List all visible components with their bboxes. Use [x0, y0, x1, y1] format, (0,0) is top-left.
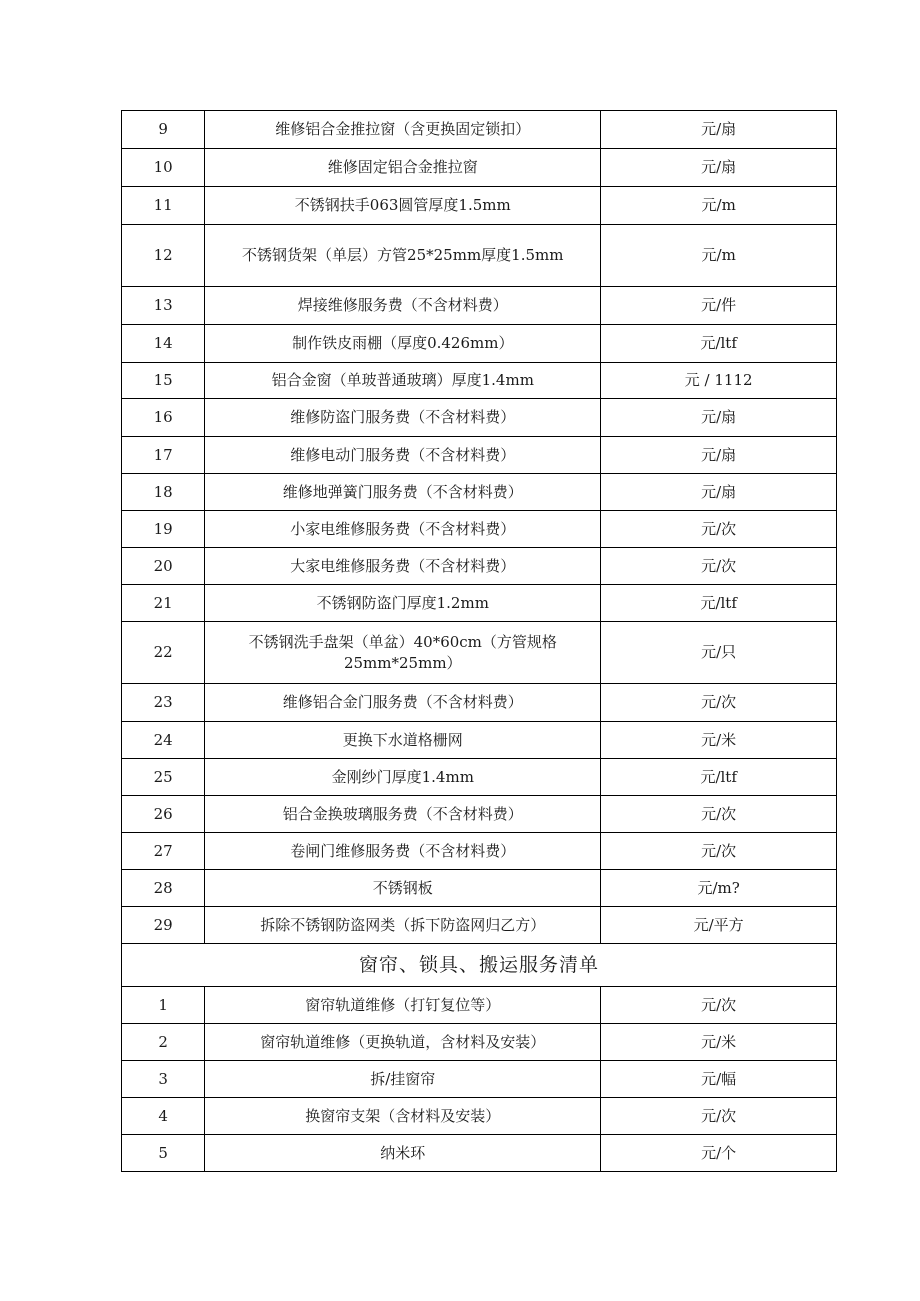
item-number: 1	[122, 987, 205, 1024]
item-unit: 元/扇	[601, 399, 837, 437]
table-row	[122, 907, 837, 944]
item-unit: 元/ltf	[601, 325, 837, 363]
item-unit: 元/ltf	[601, 585, 837, 622]
table-row	[122, 225, 837, 287]
item-unit: 元/次	[601, 548, 837, 585]
item-unit: 元/次	[601, 796, 837, 833]
item-number: 13	[122, 287, 205, 325]
table-row	[122, 1098, 837, 1135]
table-row	[122, 548, 837, 585]
item-name: 不锈钢防盗门厚度1.2mm	[205, 585, 601, 622]
table-row	[122, 1135, 837, 1172]
item-name: 焊接维修服务费（不含材料费）	[205, 287, 601, 325]
item-unit: 元/个	[601, 1135, 837, 1172]
item-number: 14	[122, 325, 205, 363]
item-unit: 元/件	[601, 287, 837, 325]
table-row	[122, 1061, 837, 1098]
section-title: 窗帘、锁具、搬运服务清单	[122, 944, 837, 987]
item-number: 3	[122, 1061, 205, 1098]
item-name: 铝合金窗（单玻普通玻璃）厚度1.4mm	[205, 363, 601, 399]
section-row	[122, 944, 837, 987]
item-unit: 元/m	[601, 225, 837, 287]
table-row	[122, 187, 837, 225]
item-unit: 元/平方	[601, 907, 837, 944]
table-row	[122, 437, 837, 474]
item-name-line: 不锈钢洗手盘架（单盆）40*60cm（方管规格	[248, 632, 557, 651]
item-number: 15	[122, 363, 205, 399]
item-unit: 元/米	[601, 1024, 837, 1061]
item-number: 26	[122, 796, 205, 833]
item-unit: 元 / 1112	[601, 363, 837, 399]
table-row	[122, 684, 837, 722]
table-row	[122, 833, 837, 870]
item-name: 窗帘轨道维修（更换轨道，含材料及安装）	[205, 1024, 601, 1061]
item-unit: 元/次	[601, 1098, 837, 1135]
table-row	[122, 796, 837, 833]
item-name: 维修铝合金推拉窗（含更换固定锁扣）	[205, 111, 601, 149]
item-number: 19	[122, 511, 205, 548]
item-name: 不锈钢板	[205, 870, 601, 907]
item-name: 维修固定铝合金推拉窗	[205, 149, 601, 187]
item-unit: 元/m?	[601, 870, 837, 907]
item-name: 维修铝合金门服务费（不含材料费）	[205, 684, 601, 722]
table-row	[122, 325, 837, 363]
item-number: 29	[122, 907, 205, 944]
item-number: 2	[122, 1024, 205, 1061]
item-number: 27	[122, 833, 205, 870]
table-row	[122, 287, 837, 325]
table-row	[122, 722, 837, 759]
table-row	[122, 1024, 837, 1061]
item-name: 大家电维修服务费（不含材料费）	[205, 548, 601, 585]
item-unit: 元/ltf	[601, 759, 837, 796]
item-name: 维修地弹簧门服务费（不含材料费）	[205, 474, 601, 511]
item-name: 纳米环	[205, 1135, 601, 1172]
table-row	[122, 759, 837, 796]
table-row	[122, 987, 837, 1024]
item-unit: 元/米	[601, 722, 837, 759]
table-row	[122, 399, 837, 437]
item-number: 18	[122, 474, 205, 511]
table-row	[122, 511, 837, 548]
item-number: 17	[122, 437, 205, 474]
item-name: 更换下水道格栅网	[205, 722, 601, 759]
item-name-line: 25mm*25mm）	[343, 653, 462, 672]
item-unit: 元/幅	[601, 1061, 837, 1098]
item-name: 小家电维修服务费（不含材料费）	[205, 511, 601, 548]
service-price-table-body	[122, 111, 837, 1172]
item-number: 28	[122, 870, 205, 907]
item-number: 10	[122, 149, 205, 187]
service-price-table	[121, 110, 837, 1172]
table-row	[122, 149, 837, 187]
item-number: 23	[122, 684, 205, 722]
item-number: 24	[122, 722, 205, 759]
item-name: 不锈钢货架（单层）方管25*25mm厚度1.5mm	[205, 225, 601, 287]
item-name: 维修电动门服务费（不含材料费）	[205, 437, 601, 474]
item-unit: 元/次	[601, 511, 837, 548]
item-unit: 元/次	[601, 987, 837, 1024]
item-name: 不锈钢扶手063圆管厚度1.5mm	[205, 187, 601, 225]
item-name: 拆除不锈钢防盗网类（拆下防盗网归乙方）	[205, 907, 601, 944]
item-name: 铝合金换玻璃服务费（不含材料费）	[205, 796, 601, 833]
item-name: 制作铁皮雨棚（厚度0.426mm）	[205, 325, 601, 363]
table-row	[122, 363, 837, 399]
item-number: 12	[122, 225, 205, 287]
item-name	[205, 622, 601, 684]
item-name: 卷闸门维修服务费（不含材料费）	[205, 833, 601, 870]
item-number: 25	[122, 759, 205, 796]
table-row	[122, 870, 837, 907]
item-unit: 元/次	[601, 684, 837, 722]
item-name: 换窗帘支架（含材料及安装）	[205, 1098, 601, 1135]
item-name: 拆/挂窗帘	[205, 1061, 601, 1098]
item-name: 金刚纱门厚度1.4mm	[205, 759, 601, 796]
item-name: 窗帘轨道维修（打钉复位等）	[205, 987, 601, 1024]
item-unit: 元/扇	[601, 437, 837, 474]
item-unit: 元/次	[601, 833, 837, 870]
item-unit: 元/只	[601, 622, 837, 684]
item-number: 22	[122, 622, 205, 684]
item-number: 5	[122, 1135, 205, 1172]
table-row	[122, 622, 837, 684]
item-number: 11	[122, 187, 205, 225]
item-name: 维修防盗门服务费（不含材料费）	[205, 399, 601, 437]
table-row	[122, 585, 837, 622]
item-number: 20	[122, 548, 205, 585]
item-number: 9	[122, 111, 205, 149]
item-unit: 元/扇	[601, 111, 837, 149]
table-row	[122, 474, 837, 511]
item-number: 21	[122, 585, 205, 622]
item-unit: 元/扇	[601, 149, 837, 187]
item-number: 4	[122, 1098, 205, 1135]
item-unit: 元/m	[601, 187, 837, 225]
table-row	[122, 111, 837, 149]
item-number: 16	[122, 399, 205, 437]
item-unit: 元/扇	[601, 474, 837, 511]
